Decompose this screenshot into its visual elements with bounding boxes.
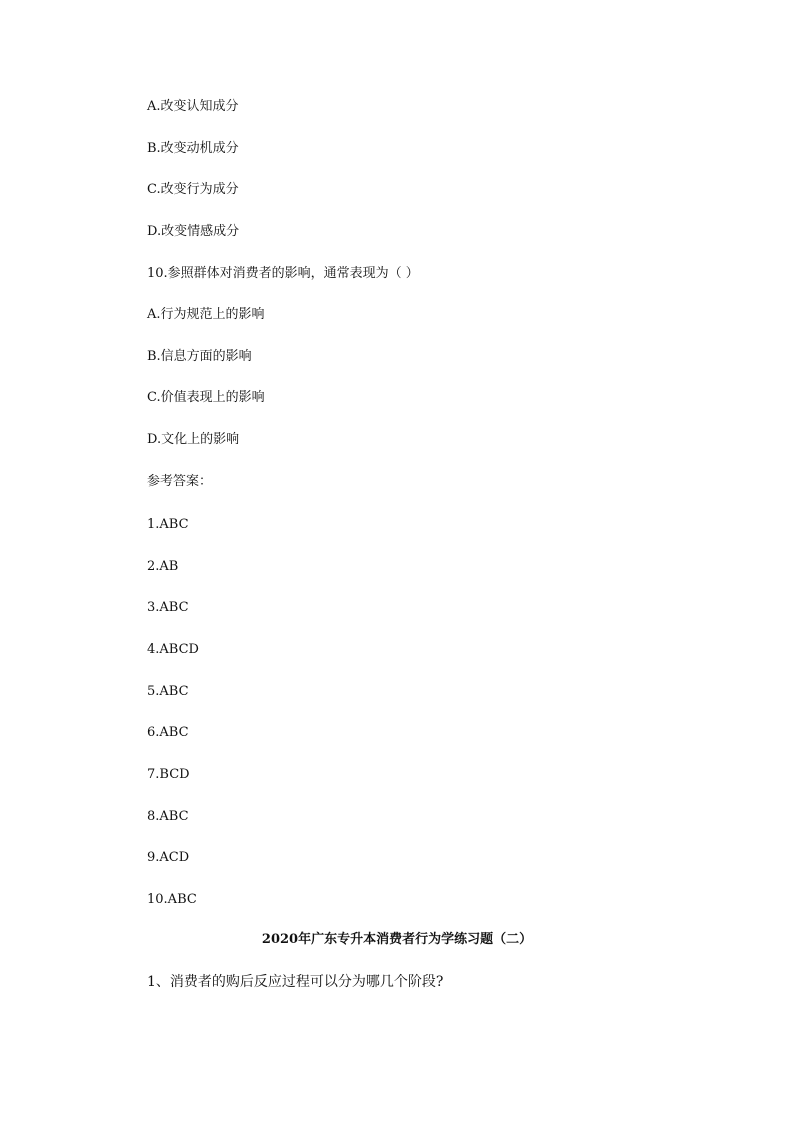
answer-item: 1.ABC bbox=[147, 517, 189, 532]
q10-stem: 10.参照群体对消费者的影响，通常表现为（ ） bbox=[147, 266, 419, 281]
answer-item: 8.ABC bbox=[147, 809, 189, 824]
q10-option-a: A.行为规范上的影响 bbox=[147, 307, 265, 322]
q10-option-c: C.价值表现上的影响 bbox=[147, 390, 265, 405]
q10-option-b: B.信息方面的影响 bbox=[147, 349, 252, 364]
section-title: 2020年广东专升本消费者行为学练习题（二） bbox=[261, 932, 533, 947]
answer-item: 2.AB bbox=[147, 559, 179, 574]
answer-item: 4.ABCD bbox=[147, 642, 199, 657]
next-question: 1、消费者的购后反应过程可以分为哪几个阶段? bbox=[147, 974, 444, 990]
answer-item: 10.ABC bbox=[147, 892, 197, 907]
answer-item: 6.ABC bbox=[147, 725, 189, 740]
answer-item: 7.BCD bbox=[147, 767, 190, 782]
answer-item: 3.ABC bbox=[147, 600, 189, 615]
answers-label: 参考答案： bbox=[147, 474, 213, 489]
q10-option-d: D.文化上的影响 bbox=[147, 432, 240, 447]
q9-option-a: A.改变认知成分 bbox=[147, 99, 239, 114]
answer-item: 9.ACD bbox=[147, 850, 190, 865]
q9-option-b: B.改变动机成分 bbox=[147, 141, 239, 156]
q9-option-c: C.改变行为成分 bbox=[147, 182, 239, 197]
q9-option-d: D.改变情感成分 bbox=[147, 224, 240, 239]
answer-item: 5.ABC bbox=[147, 684, 189, 699]
